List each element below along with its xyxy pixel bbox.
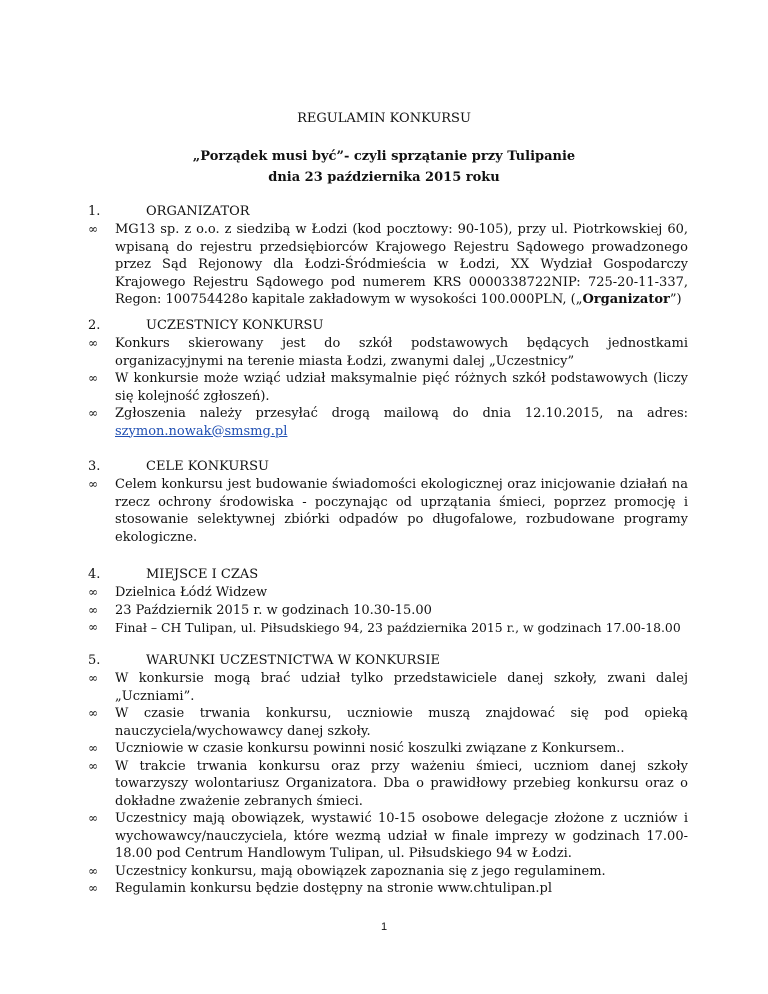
section-number: 5. [88, 653, 101, 668]
section-list [88, 476, 688, 546]
list-item: ∞ Uczestnicy konkursu, mają obowiązek zapoznania się z jego regulaminem. [88, 863, 606, 879]
bullet-icon: ∞ [88, 881, 98, 895]
document-subtitle: „Porządek musi być”- czyli sprzątanie przy Tulipanie [192, 149, 576, 164]
list-item: ∞ W czasie trwania konkursu, uczniowie muszą znajdować się pod opieką nauczyciela/wychowawcy danej szkoły. [88, 706, 688, 739]
bullet-icon: ∞ [88, 602, 98, 617]
section-number: 3. [88, 459, 101, 474]
list-item: ∞ Zgłoszenia należy przesyłać drogą mailową do dnia 12.10.2015, na adres: szymon.nowak@smsmg.pl [88, 406, 688, 439]
list-item: ∞ W trakcie trwania konkursu oraz przy ważeniu śmieci, uczniom danej szkoły towarzyszy wolontariusz Organizatora. Dba o prawidłowy przebieg konkursu oraz o dokładne zważenie zebranych śmieci. [88, 758, 688, 809]
section-heading [88, 566, 688, 584]
bullet-icon: ∞ [88, 477, 98, 491]
list-item: ∞ Finał – CH Tulipan, ul. Piłsudskiego 94, 23 października 2015 r., w godzinach 17.00-18.00 [88, 620, 681, 635]
section-number: 2. [88, 318, 101, 333]
bullet-icon: ∞ [88, 863, 98, 878]
list-item: ∞ Uczestnicy mają obowiązek, wystawić 10-15 osobowe delegacje złożone z uczniów i wychowawcy/nauczyciela, które wezmą udział w finale imprezy w godzinach 17.00-18.00 pod Centrum Handlowym Tulipan, ul. Piłsudskiego 94 w Łodzi. [88, 811, 688, 861]
document-title: REGULAMIN KONKURSU [297, 111, 471, 126]
bullet-icon: ∞ [88, 811, 98, 825]
email-link[interactable]: szymon.nowak@smsmg.pl [115, 423, 288, 439]
section-number: 4. [88, 567, 101, 582]
section-number: 1. [88, 204, 101, 219]
list-item [88, 221, 688, 309]
bullet-icon: ∞ [88, 706, 98, 720]
bullet-icon: ∞ [88, 406, 98, 420]
section-cele [88, 458, 688, 546]
section-warunki [88, 652, 688, 898]
section-title: CELE KONKURSU [146, 459, 269, 474]
bullet-icon: ∞ [88, 222, 98, 236]
bullet-icon: ∞ [88, 620, 98, 634]
bullet-icon: ∞ [88, 758, 98, 773]
section-title: MIEJSCE I CZAS [146, 567, 259, 582]
bullet-icon: ∞ [88, 741, 98, 755]
section-list [88, 584, 688, 638]
organizer-text: MG13 sp. z o.o. z siedzibą w Łodzi (kod pocztowy: 90-105), przy ul. Piotrkowskiej 60, wpisaną do rejestru przedsiębiorców Krajowego Rejestru Sądowego prowadzonego przez Sąd Rejonowy dla Łodzi-Śródmieścia w Łodzi, XX Wydział Gospodarczy Krajowego Rejestru Sądowego pod numerem KRS 0000338722NIP: 725-20-11-337, Regon: 100754428o kapitale zakładowym w wysokości 100.000PLN, („ [115, 222, 688, 307]
section-title: UCZESTNICY KONKURSU [146, 318, 324, 333]
section-organizator [88, 203, 688, 309]
list-item: ∞ Regulamin konkursu będzie dostępny na stronie www.chtulipan.pl [88, 881, 553, 896]
organizer-text-end: ”) [669, 292, 682, 307]
document-date: dnia 23 października 2015 roku [268, 170, 500, 185]
list-item: ∞ Konkurs skierowany jest do szkół podstawowych będących jednostkami organizacyjnymi na terenie miasta Łodzi, zwanymi dalej „Uczestnicy” [88, 336, 688, 369]
section-heading [88, 652, 688, 670]
section-title: ORGANIZATOR [146, 204, 250, 219]
bullet-icon: ∞ [88, 585, 98, 599]
list-item: ∞ Dzielnica Łódź Widzew [88, 585, 268, 600]
section-title: WARUNKI UCZESTNICTWA W KONKURSIE [146, 653, 440, 668]
section-list [88, 335, 688, 440]
list-item: ∞ Uczniowie w czasie konkursu powinni nosić koszulki związane z Konkursem.. [88, 741, 625, 756]
bullet-icon: ∞ [88, 336, 98, 350]
list-item: ∞ W konkursie mogą brać udział tylko przedstawiciele danej szkoły, zwani dalej „Uczniami”. [88, 671, 688, 704]
section-heading [88, 458, 688, 476]
bullet-icon: ∞ [88, 671, 98, 685]
bullet-icon: ∞ [88, 371, 98, 385]
list-item: ∞ Celem konkursu jest budowanie świadomości ekologicznej oraz inicjowanie działań na rzecz ochrony środowiska - poczynając od uprzątania śmieci, poprzez promocję i stosowanie selektywnej zbiórki odpadów po długofalowe, rozbudowane programy ekologiczne. [88, 477, 688, 545]
section-heading [88, 203, 688, 221]
section-heading [88, 317, 688, 335]
section-miejsce [88, 566, 688, 638]
list-item: ∞ 23 Październik 2015 r. w godzinach 10.30-15.00 [88, 602, 432, 618]
list-item: ∞ W konkursie może wziąć udział maksymalnie pięć różnych szkół podstawowych (liczy się kolejność zgłoszeń). [88, 371, 688, 404]
page-number: 1 [380, 921, 388, 933]
section-uczestnicy [88, 317, 688, 440]
organizer-label: Organizator [582, 292, 670, 307]
section-list [88, 221, 688, 309]
section-list [88, 670, 688, 898]
